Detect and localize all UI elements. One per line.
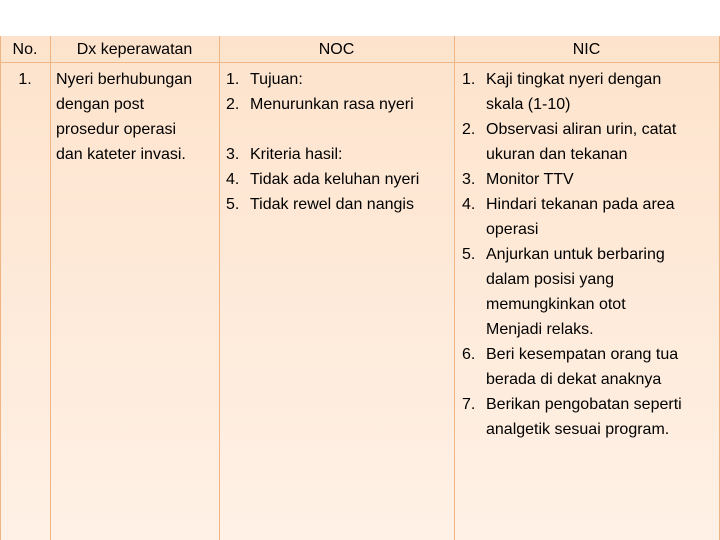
noc-item-text: Tidak rewel dan nangis [250,196,414,213]
nic-item-line: Beri kesempatan orang tua [486,346,679,363]
nic-cell [458,67,716,442]
nic-item-line: memungkinkan otot [486,296,626,313]
header-no: No. [12,41,38,58]
diagnosis-line: prosedur operasi [56,121,177,138]
noc-item-number: 5. [226,196,240,213]
nic-item [458,242,716,342]
nic-item-number: 1. [462,71,476,88]
noc-item-text: Tujuan: [250,71,303,88]
noc-cell [222,67,452,217]
noc-item [222,92,452,117]
noc-item-number: 1. [226,71,240,88]
noc-item-number: 3. [226,146,240,163]
diagnosis-line: dengan post [56,96,145,113]
noc-item [222,67,452,92]
nic-item-line: Hindari tekanan pada area [486,196,675,213]
noc-item [222,192,452,217]
nic-item-line: dalam posisi yang [486,271,615,288]
header-dx: Dx keperawatan [76,41,193,58]
header-nic: NIC [572,41,601,58]
nic-item-line: skala (1-10) [486,96,571,113]
nic-item [458,392,716,442]
noc-item-text: Kriteria hasil: [250,146,343,163]
nic-item [458,192,716,242]
nic-item [458,167,716,192]
nic-item-line: Observasi aliran urin, catat [486,121,677,138]
noc-item-text: Menurunkan rasa nyeri [250,96,414,113]
nic-item-line: berada di dekat anaknya [486,371,662,388]
diagnosis-line: dan kateter invasi. [56,146,186,163]
noc-item [222,142,452,167]
header-noc: NOC [318,41,355,58]
noc-item-number: 2. [226,96,240,113]
noc-spacer [222,117,452,142]
nic-item-line: operasi [486,221,539,238]
nic-item-line: Anjurkan untuk berbaring [486,246,665,263]
nic-item-line: analgetik sesuai program. [486,421,670,438]
column-divider-noc [454,36,455,540]
nic-item-line: Berikan pengobatan seperti [486,396,682,413]
nic-item [458,117,716,167]
nic-item-line: Kaji tingkat nyeri dengan [486,71,662,88]
noc-item-text: Tidak ada keluhan nyeri [250,171,420,188]
nic-item-number: 4. [462,196,476,213]
row-number: 1. [18,71,32,88]
nic-item [458,67,716,117]
nic-item-number: 2. [462,121,476,138]
nic-item [458,342,716,392]
header-divider [0,62,720,63]
diagnosis-cell [56,67,218,167]
noc-item [222,167,452,192]
nic-item-number: 5. [462,246,476,263]
noc-item-number: 4. [226,171,240,188]
nic-item-line: ukuran dan tekanan [486,146,628,163]
diagnosis-line: Nyeri berhubungan [56,71,193,88]
column-border-left [0,36,1,540]
column-divider-dx [219,36,220,540]
nic-item-number: 6. [462,346,476,363]
nic-item-line: Monitor TTV [486,171,574,188]
column-divider-no [50,36,51,540]
nic-item-line: Menjadi relaks. [486,321,594,338]
nic-item-number: 7. [462,396,476,413]
nic-item-number: 3. [462,171,476,188]
